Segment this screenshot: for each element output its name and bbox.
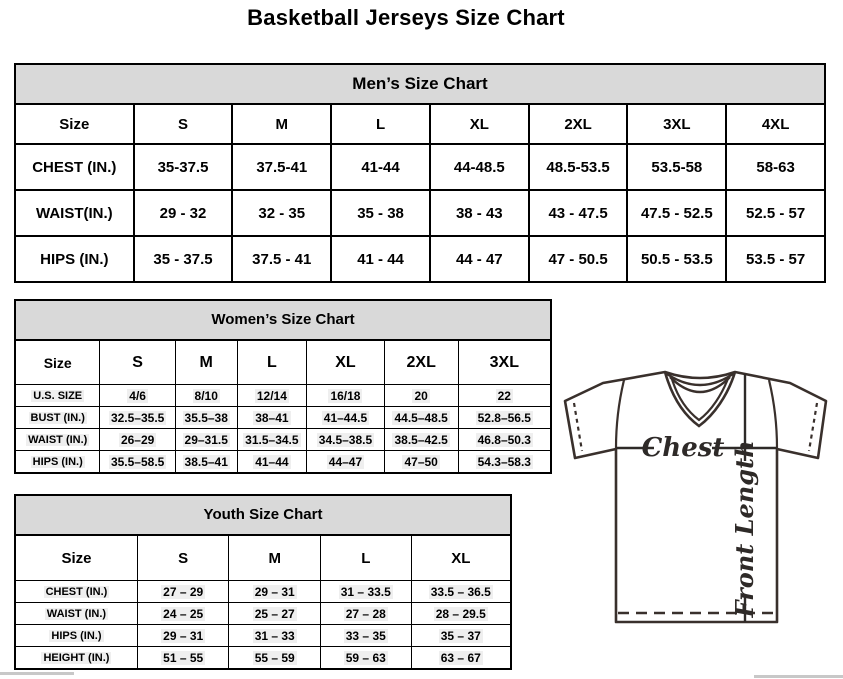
row-label [15,625,137,647]
size-value: 35-37.5 [157,158,209,176]
row-label-text: HIPS (IN.) [51,629,102,642]
size-value-cell [229,603,321,625]
column-header: L [237,340,307,385]
column-header: 4XL [726,104,825,144]
size-value-cell [411,625,511,647]
size-value: 24 – 25 [163,606,204,621]
size-value: 35 - 37.5 [153,250,213,268]
youth-size-table [14,534,512,670]
size-value: 22 [497,388,511,403]
size-value: 54.3–58.3 [477,454,531,469]
size-value-cell [331,190,430,236]
size-value: 28 – 29.5 [435,606,486,621]
size-value: 20 [414,388,428,403]
size-value: 29–31.5 [184,432,228,447]
column-header: S [134,104,233,144]
size-value-cell [307,451,385,474]
size-value: 35 – 37 [440,628,481,643]
size-value: 12/14 [256,388,287,403]
column-header: S [137,535,229,581]
row-label-text: BUST (IN.) [30,411,85,424]
size-value-cell [726,236,825,282]
size-value: 31 – 33.5 [340,584,391,599]
size-value-cell [175,385,237,407]
table-row [15,451,551,474]
size-value-cell [411,603,511,625]
size-value-cell [627,236,726,282]
size-value-cell [458,407,551,429]
column-header: 2XL [529,104,628,144]
mens-chart-title: Men’s Size Chart [14,63,826,103]
size-value: 41–44 [255,454,289,469]
table-row [15,190,825,236]
column-header: 3XL [458,340,551,385]
size-value-cell [458,429,551,451]
size-value: 37.5-41 [256,158,308,176]
row-label-text: HIPS (IN.) [32,455,83,468]
front-length-label: Front Length [730,440,759,618]
size-value: 38.5–42.5 [394,432,448,447]
row-label-text: WAIST(IN.) [35,204,113,222]
size-value: 33.5 – 36.5 [430,584,491,599]
size-value-cell [134,144,233,190]
mens-size-chart [14,63,826,283]
size-value-cell [331,236,430,282]
size-value-cell [229,647,321,670]
row-label-text: HEIGHT (IN.) [43,651,110,664]
size-value-cell [430,236,529,282]
size-value-cell [175,429,237,451]
table-row [15,647,511,670]
column-header: L [331,104,430,144]
size-value-cell [411,581,511,603]
size-value: 44-48.5 [453,158,505,176]
row-label [15,603,137,625]
size-value: 26–29 [120,432,155,447]
page-title: Basketball Jerseys Size Chart [247,5,565,30]
size-value-cell [232,190,331,236]
size-value-cell [237,429,307,451]
size-value: 38.5–41 [184,454,228,469]
size-value: 25 – 27 [254,606,295,621]
size-value: 38 - 43 [455,204,503,222]
scrollbar-fragment-right[interactable] [754,675,843,678]
size-value: 29 - 32 [159,204,207,222]
chest-label: Chest [641,433,725,463]
size-value-cell [320,625,411,647]
size-value: 16/18 [330,388,361,403]
jersey-measurement-diagram-icon [558,363,830,629]
size-value: 29 – 31 [163,628,204,643]
size-value: 8/10 [194,388,218,403]
size-value-cell [134,190,233,236]
size-value: 63 – 67 [440,650,481,665]
size-value-cell [134,236,233,282]
column-header: M [229,535,321,581]
column-header: XL [430,104,529,144]
size-value-cell [237,407,307,429]
column-header: XL [411,535,511,581]
jersey-outline [565,372,826,622]
column-header: S [100,340,175,385]
size-value: 33 – 35 [345,628,386,643]
size-value-cell [430,144,529,190]
size-value-cell [529,190,628,236]
size-value: 35.5–38 [184,410,228,425]
row-label-text: CHEST (IN.) [32,158,117,176]
size-value-cell [529,236,628,282]
table-row [15,236,825,282]
row-label-text: CHEST (IN.) [45,585,108,598]
womens-chart-title: Women’s Size Chart [14,299,552,339]
mens-size-table [14,103,826,283]
size-value: 44.5–48.5 [394,410,448,425]
size-value: 51 – 55 [163,650,204,665]
size-value-cell [232,236,331,282]
size-value: 48.5-53.5 [546,158,610,176]
size-value-cell [384,429,458,451]
column-header: Size [15,535,137,581]
size-value-cell [307,429,385,451]
size-value: 59 – 63 [345,650,386,665]
row-label [15,581,137,603]
row-label [15,385,100,407]
column-header: Size [15,340,100,385]
column-header: 2XL [384,340,458,385]
size-value: 44 - 47 [455,250,503,268]
size-value-cell [100,429,175,451]
size-value-cell [175,407,237,429]
table-row [15,407,551,429]
size-value-cell [529,144,628,190]
size-value: 41 - 44 [357,250,404,268]
size-value: 47.5 - 52.5 [640,204,713,222]
size-value-cell [320,647,411,670]
size-value-cell [411,647,511,670]
column-header: L [320,535,411,581]
column-header: Size [15,104,134,144]
size-value-cell [307,407,385,429]
scrollbar-fragment-left[interactable] [0,672,74,675]
size-value-cell [430,190,529,236]
size-value-cell [175,451,237,474]
size-value-cell [458,385,551,407]
size-value-cell [100,407,175,429]
row-label-text: WAIST (IN.) [28,433,88,446]
size-value-cell [320,581,411,603]
size-value: 34.5–38.5 [318,432,373,447]
size-value: 35 - 38 [357,204,404,222]
size-value-cell [137,581,229,603]
table-row [15,385,551,407]
youth-size-chart [14,494,512,670]
size-value: 44–47 [328,454,363,469]
size-value: 38–41 [255,410,289,425]
size-value: 53.5-58 [651,158,703,176]
size-value-cell [726,190,825,236]
womens-size-chart [14,299,552,474]
header-row [15,535,511,581]
table-row [15,429,551,451]
size-value-cell [237,451,307,474]
size-value: 41-44 [361,158,400,176]
table-row [15,603,511,625]
size-value: 29 – 31 [254,584,295,599]
row-label [15,190,134,236]
size-value: 55 – 59 [254,650,295,665]
size-value-cell [384,385,458,407]
row-label [15,236,134,282]
row-label [15,144,134,190]
size-value-cell [229,581,321,603]
row-label [15,429,100,451]
size-value-cell [458,451,551,474]
size-value: 31.5–34.5 [245,432,299,447]
size-value: 50.5 - 53.5 [640,250,713,268]
size-value: 58-63 [756,158,795,176]
column-header: 3XL [627,104,726,144]
row-label [15,407,100,429]
size-value: 52.5 - 57 [746,204,806,222]
size-value: 32.5–35.5 [110,410,165,425]
size-value: 35.5–58.5 [110,454,165,469]
size-value: 43 - 47.5 [548,204,608,222]
row-label [15,451,100,474]
size-value-cell [137,647,229,670]
row-label-text: WAIST (IN.) [46,607,107,620]
row-label [15,647,137,670]
size-value-cell [232,144,331,190]
table-row [15,144,825,190]
womens-size-table [14,339,552,474]
size-value: 41–44.5 [323,410,368,425]
size-value-cell [320,603,411,625]
column-header: M [232,104,331,144]
size-value-cell [229,625,321,647]
table-row [15,581,511,603]
row-label-text: HIPS (IN.) [40,250,109,268]
table-row [15,625,511,647]
youth-chart-title: Youth Size Chart [14,494,512,534]
size-value: 4/6 [129,388,146,403]
row-label-text: U.S. SIZE [33,389,83,402]
size-value: 52.8–56.5 [477,410,531,425]
size-value-cell [384,451,458,474]
header-row [15,104,825,144]
size-value-cell [627,190,726,236]
size-value: 47–50 [404,454,438,469]
header-row [15,340,551,385]
size-value-cell [331,144,430,190]
size-value-cell [627,144,726,190]
column-header: XL [307,340,385,385]
size-value: 47 - 50.5 [548,250,608,268]
size-value-cell [384,407,458,429]
size-value: 31 – 33 [254,628,295,643]
size-value: 27 – 28 [345,606,386,621]
column-header: M [175,340,237,385]
size-value: 27 – 29 [163,584,204,599]
size-value-cell [100,385,175,407]
size-value-cell [137,625,229,647]
size-value-cell [726,144,825,190]
size-value: 32 - 35 [258,204,306,222]
size-value-cell [237,385,307,407]
size-value: 53.5 - 57 [746,250,806,268]
size-value: 46.8–50.3 [477,432,531,447]
size-value-cell [137,603,229,625]
size-value-cell [100,451,175,474]
size-value-cell [307,385,385,407]
size-value: 37.5 - 41 [252,250,312,268]
